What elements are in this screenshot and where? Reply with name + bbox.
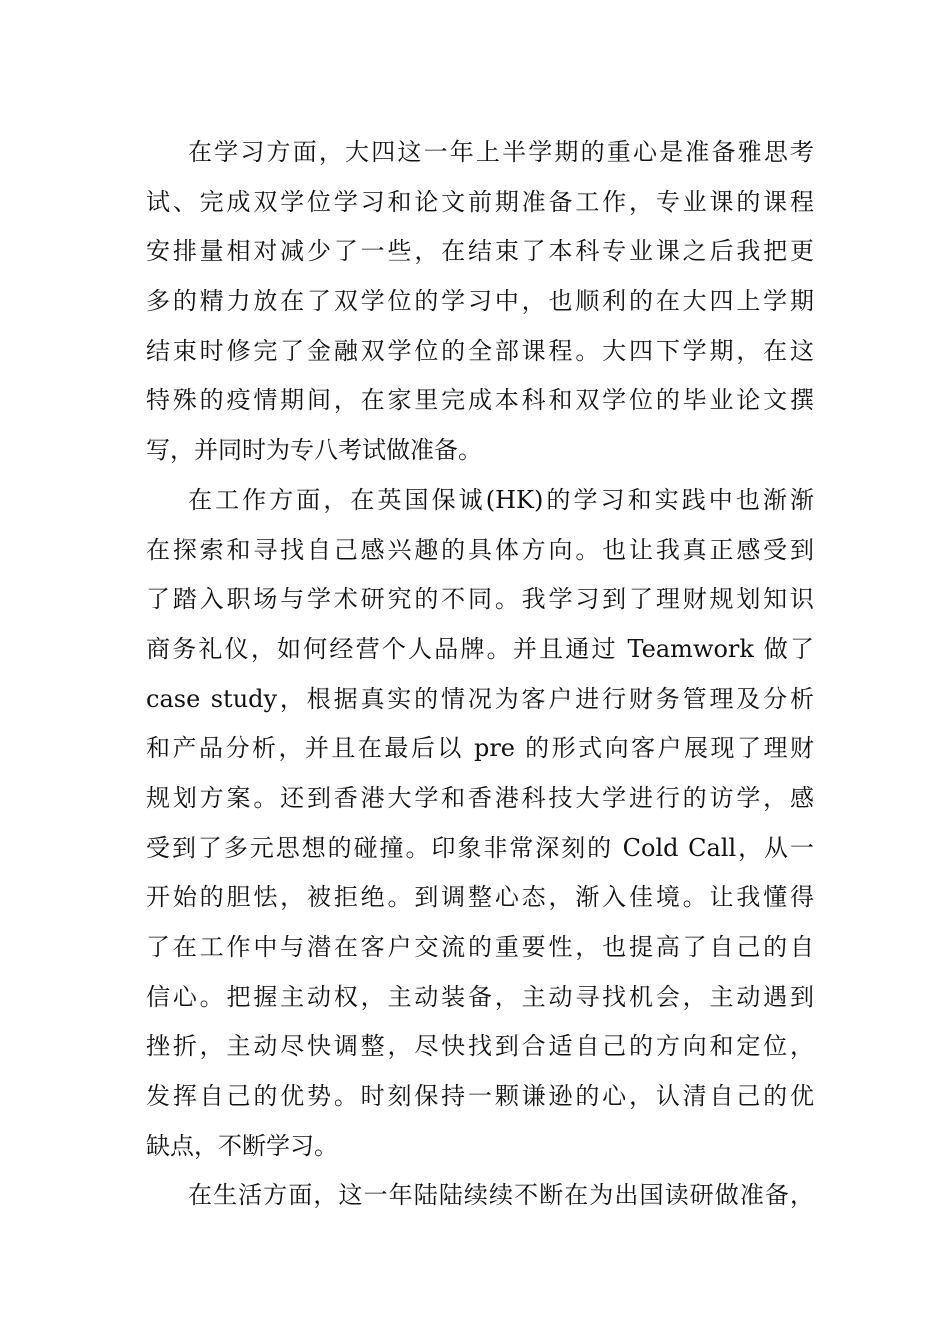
text-line: 特殊的疫情期间，在家里完成本科和双学位的毕业论文撰 <box>146 386 814 415</box>
text-line: 受到了多元思想的碰撞。印象非常深刻的 Cold Call，从一 <box>146 833 814 862</box>
text-line: 试、完成双学位学习和论文前期准备工作，专业课的课程 <box>146 187 814 216</box>
text-line: 发挥自己的优势。时刻保持一颗谦逊的心，认清自己的优 <box>146 1082 814 1111</box>
paragraph-study <box>146 128 814 476</box>
text-line: 了在工作中与潜在客户交流的重要性，也提高了自己的自 <box>146 933 814 961</box>
text-line: 挫折，主动尽快调整，尽快找到合适自己的方向和定位， <box>146 1032 814 1061</box>
document-body <box>146 128 814 1221</box>
text-line: 规划方案。还到香港大学和香港科技大学进行的访学，感 <box>146 783 814 812</box>
text-line: 在工作方面，在英国保诚(HK)的学习和实践中也渐渐 <box>188 485 814 514</box>
text-line: 开始的胆怯，被拒绝。到调整心态，渐入佳境。让我懂得 <box>146 883 814 912</box>
text-line: 在学习方面，大四这一年上半学期的重心是准备雅思考 <box>188 138 814 166</box>
text-line: 了踏入职场与学术研究的不同。我学习到了理财规划知识 <box>146 585 814 614</box>
text-line: 安排量相对减少了一些，在结束了本科专业课之后我把更 <box>146 237 814 266</box>
text-line: 写，并同时为专八考试做准备。 <box>146 436 482 465</box>
text-line: 在探索和寻找自己感兴趣的具体方向。也让我真正感受到 <box>146 535 814 564</box>
text-line: 和产品分析，并且在最后以 pre 的形式向客户展现了理财 <box>146 734 814 763</box>
text-line: 商务礼仪，如何经营个人品牌。并且通过 Teamwork 做了 <box>146 634 814 663</box>
text-line: 缺点，不断学习。 <box>146 1131 338 1160</box>
text-line: 在生活方面，这一年陆陆续续不断在为出国读研做准备， <box>188 1181 814 1210</box>
text-line: 结束时修完了金融双学位的全部课程。大四下学期，在这 <box>146 336 814 365</box>
text-line: 多的精力放在了双学位的学习中，也顺利的在大四上学期 <box>146 287 814 316</box>
paragraph-work <box>146 476 814 1172</box>
text-line: case study，根据真实的情况为客户进行财务管理及分析 <box>146 684 814 713</box>
paragraph-life <box>146 1171 814 1221</box>
text-line: 信心。把握主动权，主动装备，主动寻找机会，主动遇到 <box>146 982 814 1011</box>
